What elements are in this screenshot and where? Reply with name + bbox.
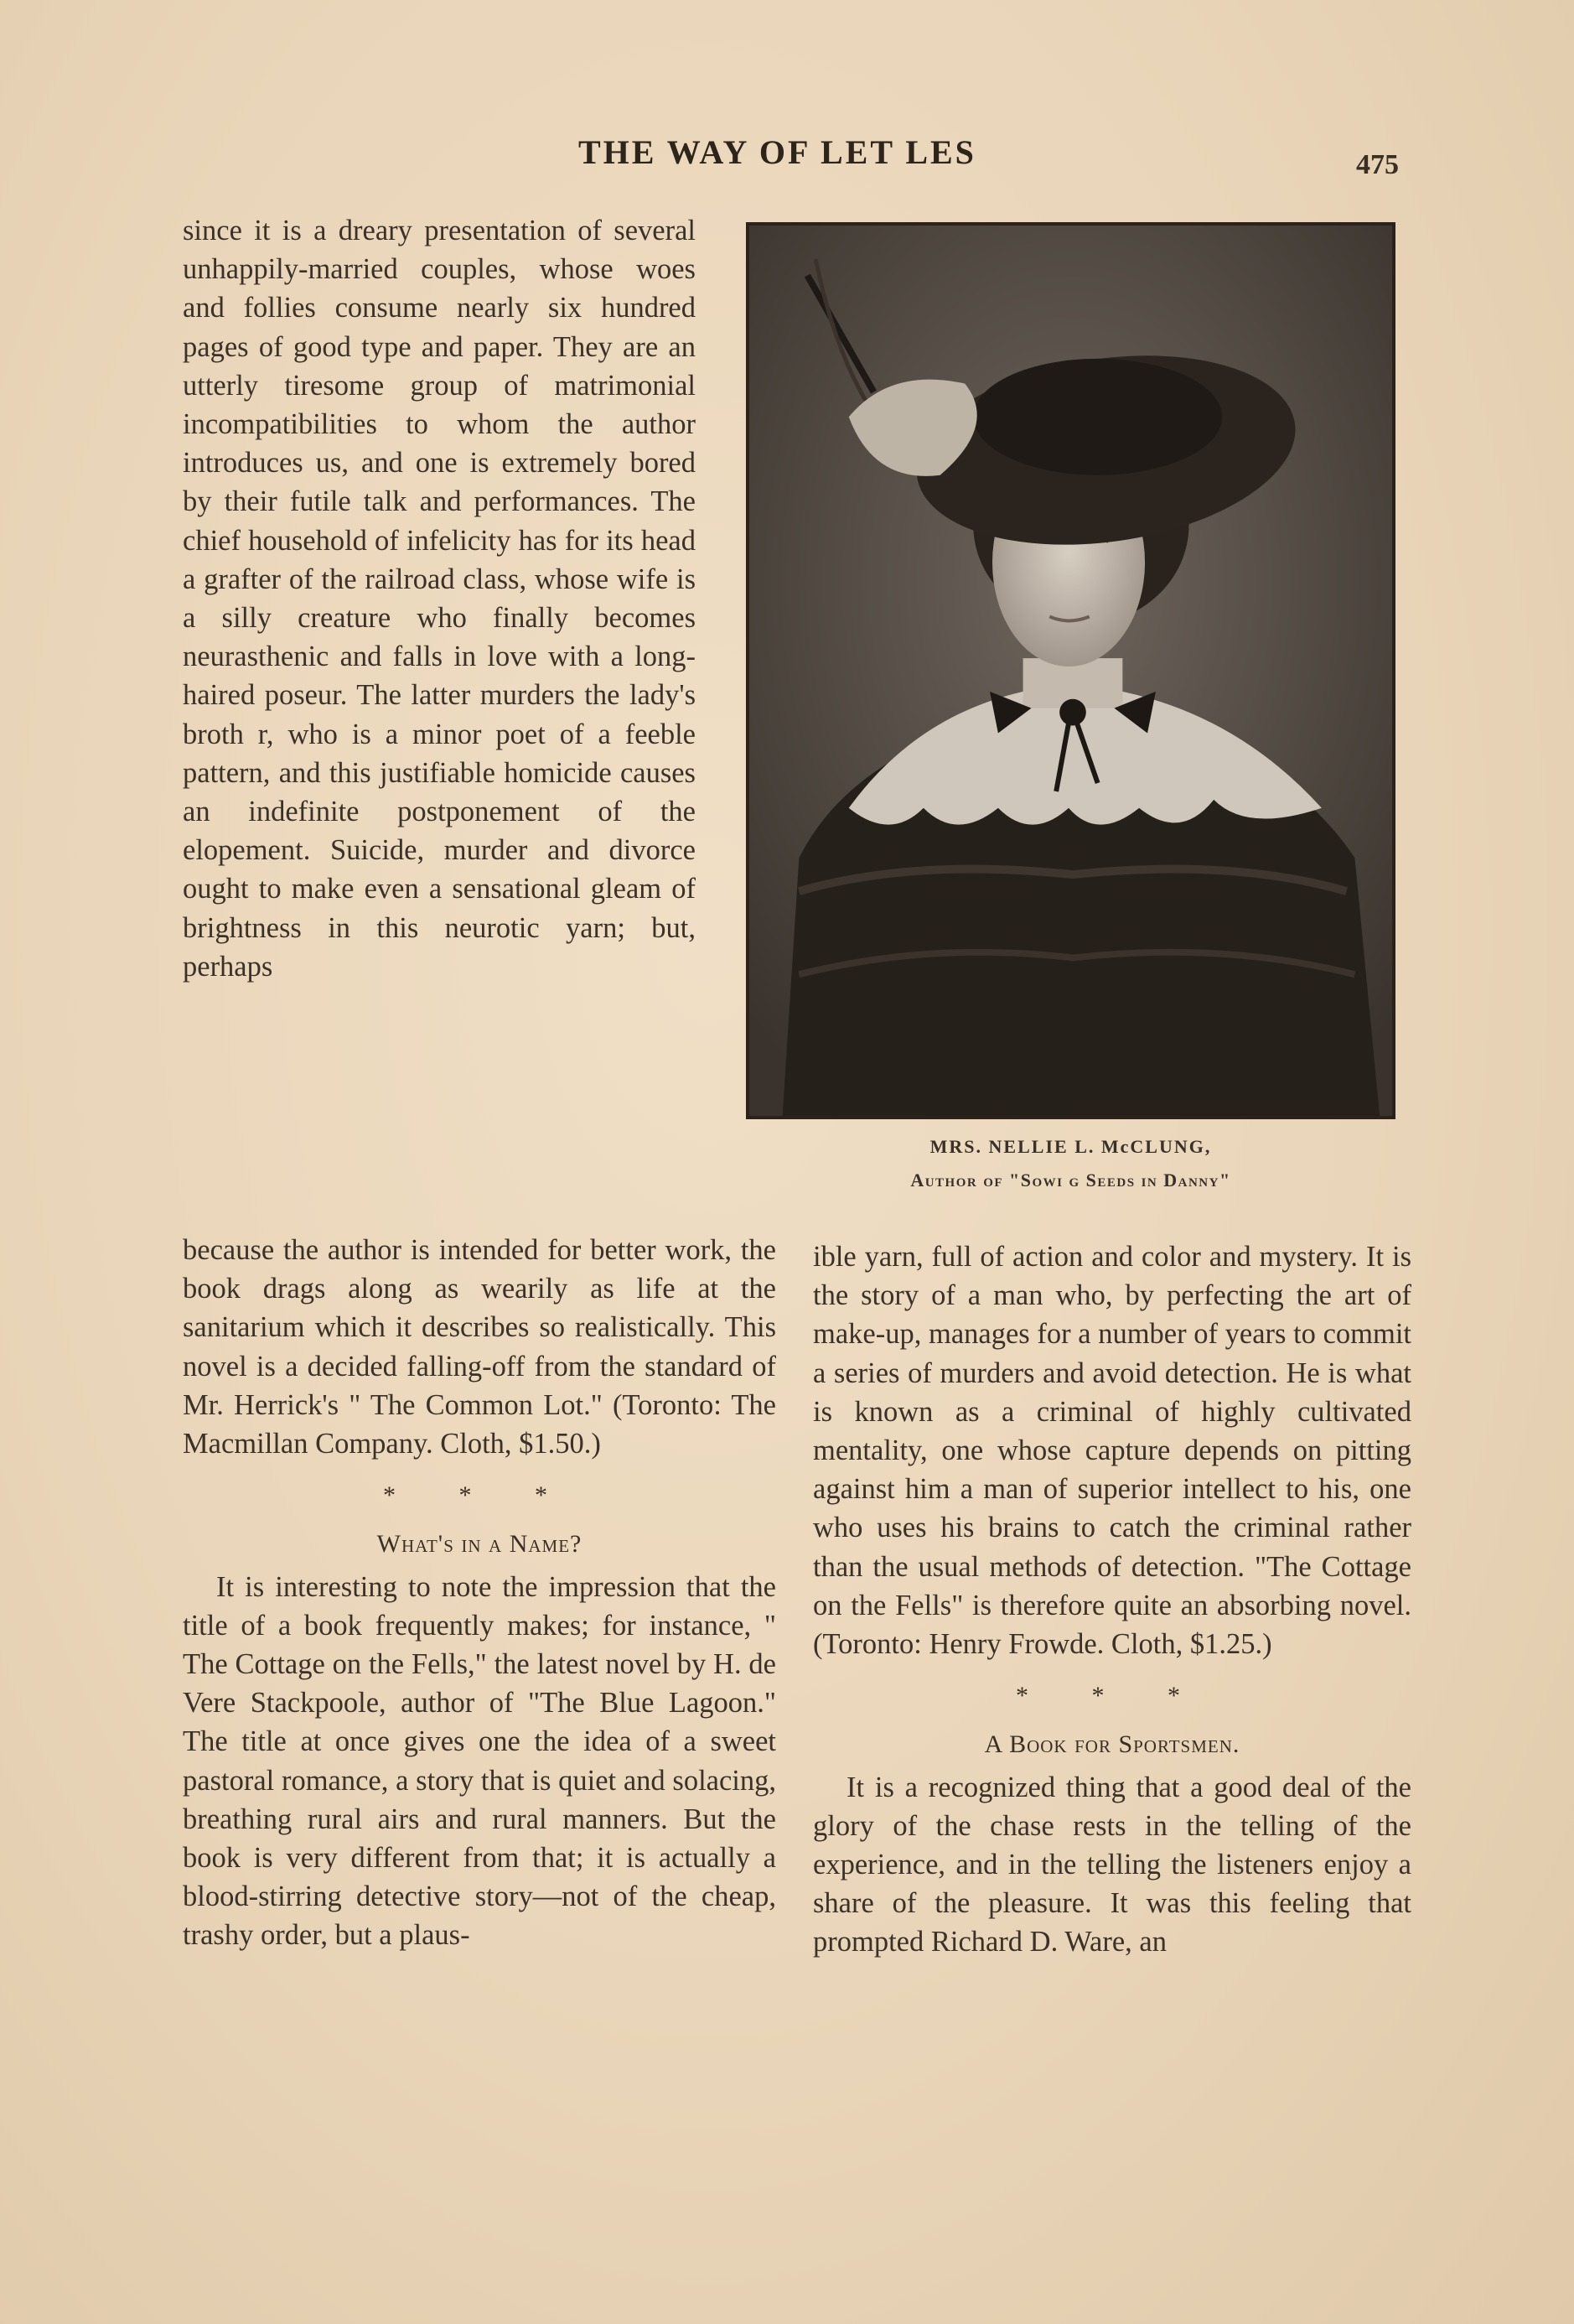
heading-whats-in-a-name: What's in a Name? <box>376 1530 582 1559</box>
whats-in-a-name-paragraph: It is interesting to note the impression that the title of a book frequently makes; for instance, " The Cottage on the Fells," the latest novel by H. de Vere Stackpoole, author of "The Blue Lagoon." The title at once gives one the idea of a sweet pastoral romance, a story that is quiet and solacing, breathing rural airs and rural manners. But the book is very different from that; it is actually a blood-stirring detective story—not of the cheap, trashy order, but a plaus- <box>183 1570 776 1952</box>
section-separator-2: * * * <box>1016 1682 1209 1710</box>
left-column-top <box>183 211 696 986</box>
detective-review-continuation: ible yarn, full of action and color and mystery. It is the story of a man who, by perfecting the art of make-up, manages for a number of years to commit a series of murders and avoid detection. He is what is known as a criminal of highly cultivated mentality, one whose capture depends on pitting against him a man of superior intellect to his, one who uses his brains to catch the criminal rather than the usual methods of detection. "The Cottage on the Fells" is therefore quite an absorbing novel. (Toronto: Henry Frowde. Cloth, $1.25.) <box>813 1241 1411 1661</box>
sportsmen-paragraph: It is a recognized thing that a good deal of the glory of the chase rests in the telling of the experience, and in the telling the listeners enjoy a share of the pleasure. It was this feeling that prompted Richard D. Ware, an <box>813 1771 1411 1958</box>
right-column <box>813 1237 1411 1962</box>
caption-credit: Author of "Sowi g Seeds in Danny" <box>910 1170 1231 1191</box>
caption-name: MRS. NELLIE L. McCLUNG, <box>929 1136 1212 1157</box>
portrait-photo <box>746 222 1395 1119</box>
running-title: THE WAY OF LET LES <box>578 133 976 171</box>
section-separator: * * * <box>383 1481 576 1510</box>
running-head <box>0 126 1574 184</box>
photo-caption <box>746 1130 1395 1197</box>
left-column-bottom <box>183 1231 776 1955</box>
heading-book-for-sportsmen: A Book for Sportsmen. <box>984 1730 1240 1759</box>
review-paragraph: since it is a dreary presentation of several unhappily-married couples, whose woes and follies consume nearly six hundred pages of good type and paper. They are an utterly tiresome group of matrimonial incompatibilities to whom the author introduces us, and one is extremely bored by their futile talk and performances. The chief household of infelicity has for its head a grafter of the railroad class, whose wife is a silly creature who finally becomes neurasthenic and falls in love with a long-haired poseur. The latter murders the lady's broth r, who is a minor poet of a feeble pattern, and this justifiable homicide causes an indefinite postponement of the elopement. Suicide, murder and divorce ought to make even a sensational gleam of brightness in this neurotic yarn; but, perhaps <box>183 215 696 983</box>
portrait-illustration <box>749 226 1392 1116</box>
review-continuation: because the author is intended for better work, the book drags along as wearily as life at the sanitarium which it describes so realistically. This novel is a decided falling-off from the standard of Mr. Herrick's " The Common Lot." (Toronto: The Macmillan Company. Cloth, $1.50.) <box>183 1234 776 1460</box>
page-number: 475 <box>1356 149 1399 180</box>
